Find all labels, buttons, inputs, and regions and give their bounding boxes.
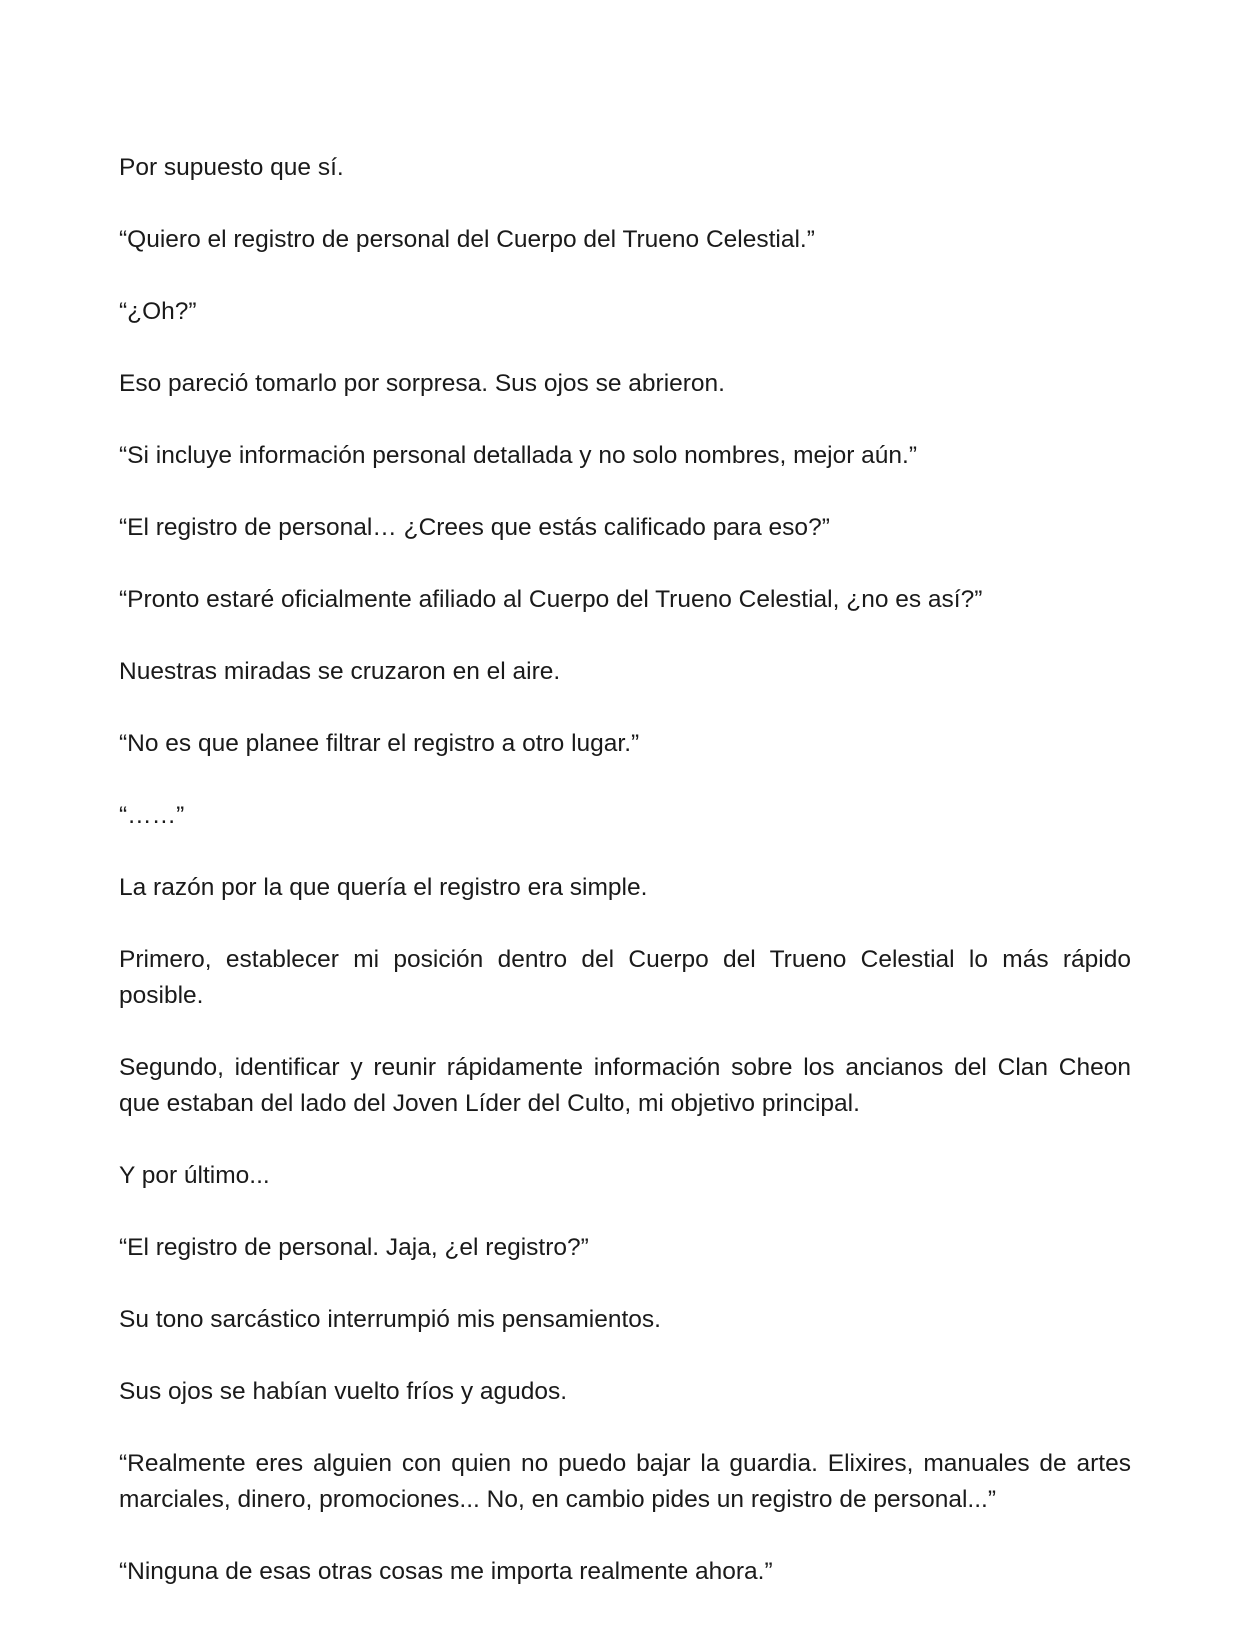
document-body [119,150,1131,1626]
paragraph: Y por último... [119,1162,270,1189]
paragraph: Eso pareció tomarlo por sorpresa. Sus ojos se abrieron. [119,370,725,397]
paragraph: Por supuesto que sí. [119,154,344,181]
paragraph: “Quiero el registro de personal del Cuerpo del Trueno Celestial.” [119,226,815,253]
paragraph: “El registro de personal. Jaja, ¿el registro?” [119,1234,589,1261]
paragraph: Sus ojos se habían vuelto fríos y agudos. [119,1378,568,1405]
paragraph: “El registro de personal… ¿Crees que estás calificado para eso?” [119,514,830,541]
paragraph: “No es que planee filtrar el registro a otro lugar.” [119,730,640,757]
paragraph: “Pronto estaré oficialmente afiliado al Cuerpo del Trueno Celestial, ¿no es así?” [119,586,983,613]
paragraph: Segundo, identificar y reunir rápidamente información sobre los ancianos del Clan Cheon que estaban del lado del Joven Líder del Culto, mi objetivo principal. [119,1054,1131,1117]
paragraph: “Ninguna de esas otras cosas me importa realmente ahora.” [119,1558,773,1585]
paragraph: “¿Oh?” [119,298,197,325]
paragraph: La razón por la que quería el registro era simple. [119,874,648,901]
paragraph: Su tono sarcástico interrumpió mis pensamientos. [119,1306,661,1333]
paragraph: Primero, establecer mi posición dentro del Cuerpo del Trueno Celestial lo más rápido posible. [119,946,1131,1009]
paragraph: “Realmente eres alguien con quien no puedo bajar la guardia. Elixires, manuales de artes marciales, dinero, promociones... No, en cambio pides un registro de personal...” [119,1450,1131,1513]
paragraph: “Si incluye información personal detallada y no solo nombres, mejor aún.” [119,442,918,469]
paragraph: Nuestras miradas se cruzaron en el aire. [119,658,561,685]
paragraph: “……” [119,802,185,829]
